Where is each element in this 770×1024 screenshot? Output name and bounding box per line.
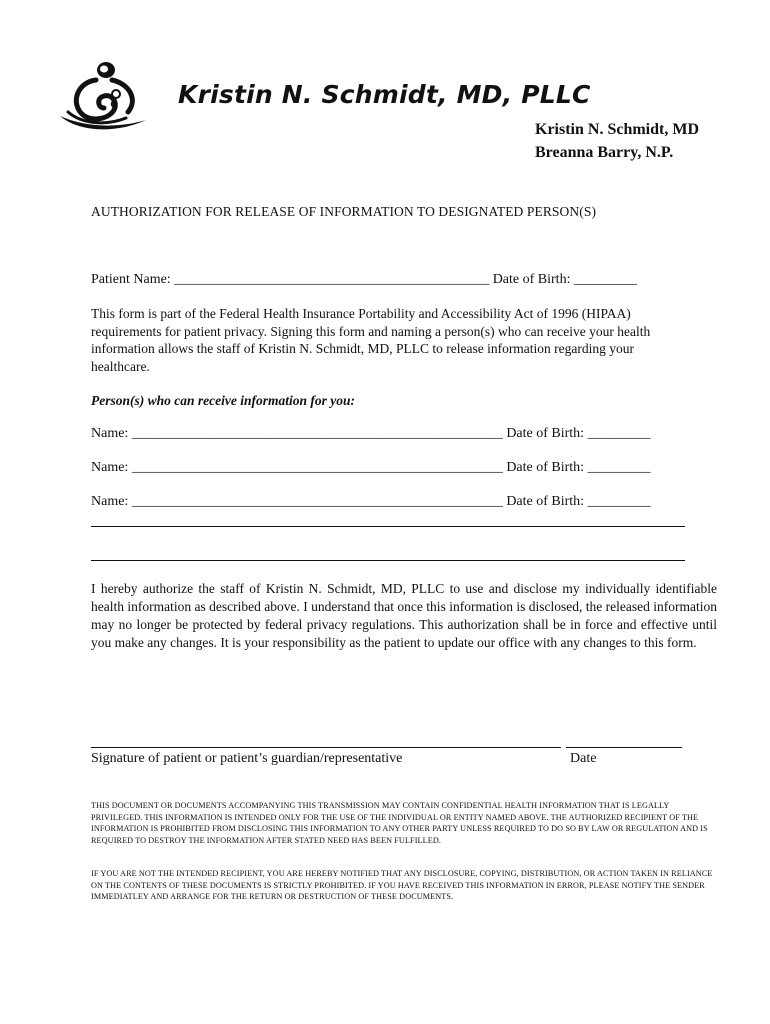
form-heading: AUTHORIZATION FOR RELEASE OF INFORMATION TO DESIGNATED PERSON(S): [91, 204, 597, 219]
signature-line[interactable]: [91, 747, 561, 748]
practice-logo-icon: [56, 58, 152, 134]
provider-name: Breanna Barry, N.P.: [535, 144, 674, 161]
confidentiality-notice: THIS DOCUMENT OR DOCUMENTS ACCOMPANYING THIS TRANSMISSION MAY CONTAIN CONFIDENTIAL HEALTH INFORMATION THAT IS LEGALLY PRIVILEGED. THIS INFORMATION IS INTENDED ONLY FOR THE USE OF THE INDIVIDUAL OR ENTITY NAMED ABOVE. THE AUTHORIZED RECIPIENT OF THE INFORMATION IS PROHIBITED FROM DISCLOSING THIS INFORMATION TO ANY OTHER PARTY UNLESS REQUIRED TO DO SO BY LAW OR REGULATION AND IS REQUIRED TO DESTROY THE INFORMATION AFTER STATED NEED HAS BEEN FULFILLED.: [91, 801, 708, 845]
person-name-dob-field[interactable]: Name: _____________________________________________________ Date of Birth: _________: [91, 460, 651, 475]
person-name-dob-field[interactable]: Name: _____________________________________________________ Date of Birth: _________: [91, 494, 651, 509]
authorization-paragraph: I hereby authorize the staff of Kristin N. Schmidt, MD, PLLC to use and disclose my individually identifiable health information as described above. I understand that once this information is disclosed, the released information may no longer be protected by federal privacy regulations. This authorization shall be in force and effective until you make any changes. It is your responsibility as the patient to update our office with any changes to this form.: [91, 581, 717, 650]
blank-writing-line[interactable]: [91, 526, 685, 527]
person-name-dob-field[interactable]: Name: _____________________________________________________ Date of Birth: _________: [91, 426, 651, 441]
patient-name-dob-field[interactable]: Patient Name: _____________________________________________ Date of Birth: _________: [91, 272, 637, 287]
blank-writing-line[interactable]: [91, 560, 685, 561]
signature-label: Signature of patient or patient’s guardian/representative: [91, 751, 403, 766]
persons-heading: Person(s) who can receive information for you:: [91, 393, 355, 408]
practice-name: Kristin N. Schmidt, MD, PLLC: [178, 80, 591, 109]
provider-name: Kristin N. Schmidt, MD: [535, 121, 699, 138]
date-label: Date: [570, 751, 597, 766]
intro-paragraph: This form is part of the Federal Health Insurance Portability and Accessibility Act of 1996 (HIPAA) requirements for patient privacy. Signing this form and naming a person(s) who can receive your health information allows the staff of Kristin N. Schmidt, MD, PLLC to release information regarding your healthcare.: [91, 306, 651, 374]
date-line[interactable]: [566, 747, 682, 748]
recipient-notice: IF YOU ARE NOT THE INTENDED RECIPIENT, YOU ARE HEREBY NOTIFIED THAT ANY DISCLOSURE, COPYING, DISTRIBUTION, OR ACTION TAKEN IN RELIANCE ON THE CONTENTS OF THESE DOCUMENTS IS STRICTLY PROHIBITED. IF YOU HAVE RECEIVED THIS INFORMATION IN ERROR, PLEASE NOTIFY THE SENDER IMMEDIATLEY AND ARRANGE FOR THE RETURN OR DESTRUCTION OF THESE DOCUMENTS.: [91, 869, 713, 901]
